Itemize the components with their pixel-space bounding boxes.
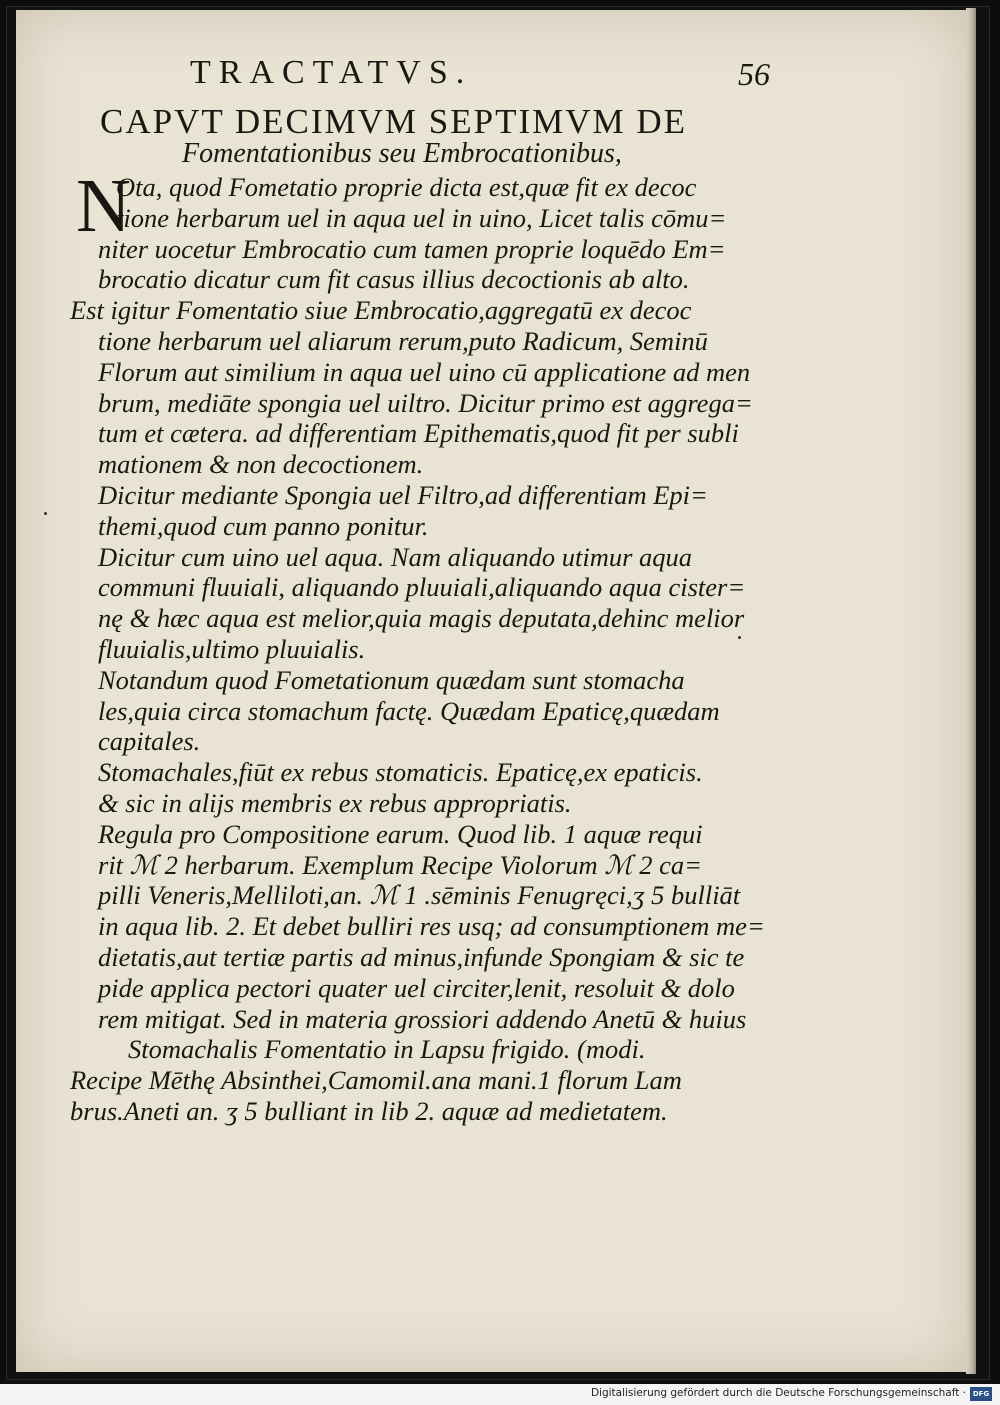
drop-cap: N	[76, 164, 131, 248]
text-line: Florum aut similium in aqua uel uino cū applicatione ad men	[98, 356, 751, 387]
text-line: nę & hæc aqua est melior,quia magis deputata,dehinc melior	[98, 603, 745, 634]
text-line: Est igitur Fomentatio siue Embrocatio,aggregatū ex decoc	[70, 295, 692, 326]
text-line: Recipe Mēthę Absinthei,Camomil.ana mani.1 florum Lam	[70, 1065, 682, 1096]
text-line: Notandum quod Fometationum quædam sunt stomacha	[98, 664, 685, 695]
ink-speck	[738, 636, 741, 639]
body-text	[70, 164, 785, 1127]
text-line: in aqua lib. 2. Et debet bulliri res usq; ad consumptionem me=	[98, 911, 765, 942]
page-number: 56	[738, 56, 770, 92]
text-line: capitales.	[98, 726, 201, 757]
text-line: rit ℳ 2 herbarum. Exemplum Recipe Violorum ℳ 2 ca=	[98, 849, 702, 880]
text-line: niter uocetur Embrocatio cum tamen proprie loquēdo Em=	[98, 233, 726, 264]
text-line: communi fluuiali, aliquando pluuiali,aliquando aqua cister=	[98, 572, 746, 603]
text-line: brocatio dicatur cum fit casus illius decoctionis ab alto.	[98, 264, 690, 295]
text-line: Ota, quod Fometatio proprie dicta est,quæ fit ex decoc	[116, 172, 697, 202]
ink-speck	[44, 512, 47, 515]
text-line: & sic in alijs membris ex rebus appropriatis.	[98, 787, 572, 818]
chapter-title: CAPVT DECIMVM SEPTIMVM DE	[100, 102, 688, 141]
text-line: tione herbarum uel aliarum rerum,puto Radicum, Seminū	[98, 325, 708, 356]
running-head	[190, 54, 770, 104]
chapter-subtitle: Fomentationibus seu Embrocationibus,	[182, 138, 622, 169]
text-line: les,quia circa stomachum factę. Quædam Epaticę,quædam	[98, 695, 720, 726]
text-line: brum, mediāte spongia uel uiltro. Dicitur primo est aggrega=	[98, 387, 753, 418]
text-line: fluuialis,ultimo pluuialis.	[98, 633, 366, 664]
text-line: pilli Veneris,Melliloti,an. ℳ 1 .sēminis Fenugręci,ʒ 5 bulliāt	[98, 880, 741, 911]
text-line: mationem & non decoctionem.	[98, 449, 424, 480]
footer-bar	[0, 1384, 1000, 1405]
text-line: brus.Aneti an. ʒ 5 bulliant in lib 2. aquæ ad medietatem.	[70, 1095, 668, 1126]
page-edge	[966, 8, 976, 1374]
text-line: pide applica pectori quater uel circiter,lenit, resoluit & dolo	[98, 972, 735, 1003]
text-line: tum et cætera. ad differentiam Epithematis,quod fit per subli	[98, 418, 739, 449]
running-title: TRACTATVS.	[190, 54, 473, 91]
text-line: dietatis,aut tertiæ partis ad minus,infunde Spongiam & sic te	[98, 941, 745, 972]
text-line: themi,quod cum panno ponitur.	[98, 510, 429, 541]
text-line: Regula pro Compositione earum. Quod lib. 1 aquæ requi	[98, 818, 703, 849]
text-line: Dicitur cum uino uel aqua. Nam aliquando utimur aqua	[98, 541, 693, 572]
text-line: tione herbarum uel in aqua uel in uino, Licet talis cōmu=	[116, 202, 727, 233]
text-line: Stomachalis Fomentatio in Lapsu frigido. (modi.	[128, 1034, 646, 1065]
text-line: rem mitigat. Sed in materia grossiori addendo Anetū & huius	[98, 1003, 747, 1034]
digitization-credit: Digitalisierung gefördert durch die Deutsche Forschungsgemeinschaft ·	[590, 1387, 966, 1399]
text-line: Dicitur mediante Spongia uel Filtro,ad differentiam Epi=	[98, 479, 708, 510]
dfg-logo: DFG	[970, 1387, 992, 1401]
text-line: Stomachales,fiūt ex rebus stomaticis. Epaticę,ex epaticis.	[98, 757, 703, 788]
